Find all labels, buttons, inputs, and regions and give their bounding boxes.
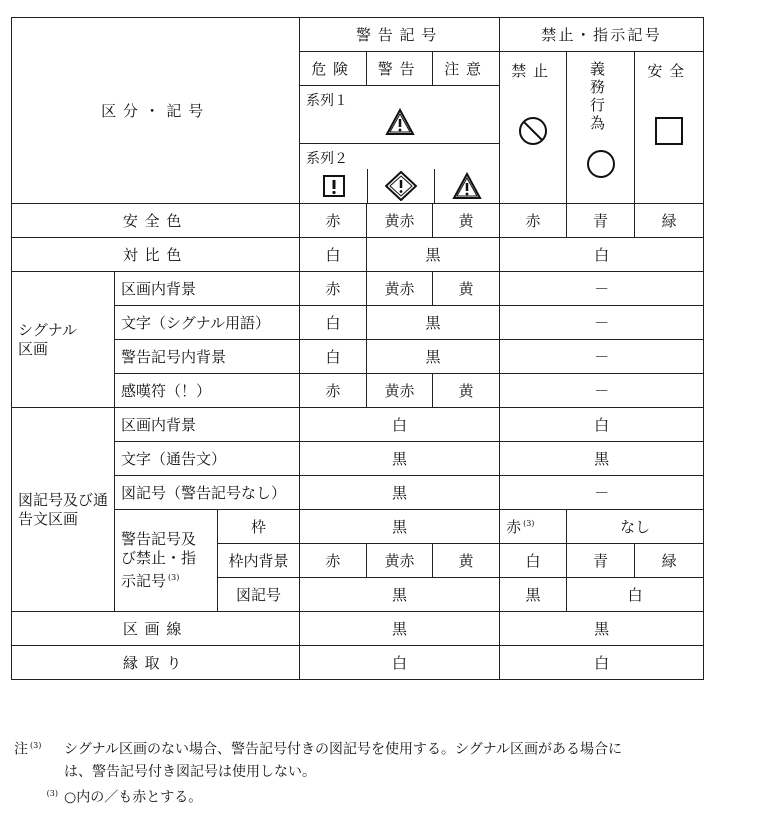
- prohibit-group-header: 禁止・指示記号: [500, 18, 704, 52]
- series2-symbols: [300, 169, 499, 203]
- cell-warning-group: 黒: [300, 442, 500, 476]
- mandatory-symbol: [573, 148, 628, 180]
- cell-prohibit: 白: [500, 544, 567, 578]
- cell-mandatory-safety: 白: [567, 578, 704, 612]
- signal-group-label: シグナル区画: [12, 272, 115, 408]
- safety-symbol: [641, 115, 697, 147]
- pictogram-group-label: 図記号及び通告文区画: [12, 408, 115, 612]
- series2-warning: [368, 169, 435, 203]
- series2-cell: [300, 144, 500, 204]
- cell-mandatory-safety: なし: [567, 510, 704, 544]
- cell-danger: 赤: [300, 204, 367, 238]
- cell-prohibit-group: －: [500, 476, 704, 510]
- cell-caution: 黄: [433, 204, 500, 238]
- pict-bg-row: [12, 408, 704, 442]
- cell-prohibit-group: 白: [500, 408, 704, 442]
- note-ref: (3): [523, 519, 535, 528]
- cell-warning: 黄赤: [367, 204, 433, 238]
- row-label: 図記号（警告記号なし）: [115, 476, 300, 510]
- prohibit-column: [500, 52, 567, 204]
- warning-group-header: 警告記号: [300, 18, 500, 52]
- cell-mandatory: 青: [567, 544, 635, 578]
- cell-prohibit-group: －: [500, 272, 704, 306]
- row-label: 文字（通告文）: [115, 442, 300, 476]
- cell-warning-group: 黒: [300, 476, 500, 510]
- cell-prohibit-group: 白: [500, 646, 704, 680]
- row-label: 区画内背景: [115, 272, 300, 306]
- cell-safety: 緑: [635, 204, 704, 238]
- cell-danger: 赤: [300, 374, 367, 408]
- row-label: 文字（シグナル用語）: [115, 306, 300, 340]
- pict-frame-row: [12, 510, 704, 544]
- signal-text-row: [12, 306, 704, 340]
- safety-color-row: [12, 204, 704, 238]
- warning-triangle-icon: [385, 108, 415, 136]
- row-label: 安全色: [12, 204, 300, 238]
- cell-safety: 緑: [635, 544, 704, 578]
- cell-prohibit-group: －: [500, 306, 704, 340]
- cell-prohibit-group: 白: [500, 238, 704, 272]
- pict-symbol-row: [12, 476, 704, 510]
- row-label: 枠: [218, 510, 300, 544]
- signal-exclam-row: [12, 374, 704, 408]
- row-label: 区画線: [12, 612, 300, 646]
- exclamation-square-icon: [322, 174, 346, 198]
- prohibit-header: 禁止: [511, 62, 555, 80]
- warning-diamond-icon: [385, 171, 417, 201]
- footnotes: [14, 735, 754, 808]
- note-ref: (3): [30, 741, 42, 750]
- footnote-1-line2: は、警告記号付き図記号は使用しない。: [64, 763, 316, 780]
- footnote-2: [14, 783, 754, 809]
- footnote-1-line1: シグナル区画のない場合、警告記号付きの図記号を使用する。シグナル区画がある場合に: [64, 741, 623, 758]
- prohibition-icon: [517, 115, 549, 147]
- prohibition-symbol: [506, 115, 560, 147]
- row-label: 図記号: [218, 578, 300, 612]
- row-label: 対比色: [12, 238, 300, 272]
- sub-group-label: 警告記号及び禁止・指示記号 $^{(3)}$: [115, 510, 218, 612]
- series1-cell: [300, 86, 500, 144]
- cell-warning: 黄赤: [367, 544, 433, 578]
- cell-caution: 黄: [433, 374, 500, 408]
- pict-text-row: [12, 442, 704, 476]
- series2-label: 系列２: [306, 151, 349, 167]
- row-label: 縁取り: [12, 646, 300, 680]
- note-ref: (3): [46, 788, 58, 798]
- series1-label: 系列１: [306, 93, 349, 109]
- cell-danger: 赤: [300, 544, 367, 578]
- row-label: 枠内背景: [218, 544, 300, 578]
- cell-prohibit: 赤: [500, 204, 567, 238]
- footnote-2-text: ○内の／も赤とする。: [64, 789, 203, 806]
- note-ref: (3): [168, 573, 180, 582]
- cell-prohibit: 黒: [500, 578, 567, 612]
- row-label: 警告記号内背景: [115, 340, 300, 374]
- cell-prohibit-group: 黒: [500, 612, 704, 646]
- contrast-color-row: [12, 238, 704, 272]
- safety-header: 安全: [647, 62, 691, 80]
- cell-warning-group: 白: [300, 646, 500, 680]
- mandatory-column: [567, 52, 635, 204]
- row-label: 感嘆符（！）: [115, 374, 300, 408]
- cell-warn-caution: 黒: [367, 306, 500, 340]
- series1-symbol: [306, 108, 493, 136]
- cell-warning-group: 黒: [300, 612, 500, 646]
- circle-icon: [585, 148, 617, 180]
- cell-warning: 黄赤: [367, 272, 433, 306]
- series2-danger: [300, 169, 368, 203]
- cell-danger: 白: [300, 306, 367, 340]
- cell-prohibit-group: －: [500, 340, 704, 374]
- cell-warning-group: 黒: [300, 578, 500, 612]
- cell-caution: 黄: [433, 544, 500, 578]
- border-row: [12, 646, 704, 680]
- mandatory-header: 義務行為: [590, 60, 612, 132]
- cell-prohibit-group: 黒: [500, 442, 704, 476]
- cell-warning-group: 黒: [300, 510, 500, 544]
- cell-warning: 黄赤: [367, 374, 433, 408]
- series2-caution: [435, 169, 499, 203]
- warning-header: 警告: [367, 52, 433, 86]
- category-header: 区分・記号: [12, 18, 300, 204]
- cell-prohibit: 赤 $^{(3)}$: [500, 510, 567, 544]
- color-spec-table: [11, 17, 704, 680]
- caution-header: 注意: [433, 52, 500, 86]
- signal-sym-bg-row: [12, 340, 704, 374]
- cell-warning-group: 白: [300, 408, 500, 442]
- safety-column: [635, 52, 704, 204]
- note-prefix: 注: [14, 741, 28, 758]
- cell-caution: 黄: [433, 272, 500, 306]
- cell-danger: 赤: [300, 272, 367, 306]
- danger-header: 危険: [300, 52, 367, 86]
- cell-warn-caution: 黒: [367, 340, 500, 374]
- square-icon: [653, 115, 685, 147]
- footnote-1: [14, 735, 754, 761]
- cell-prohibit-group: －: [500, 374, 704, 408]
- caution-triangle-icon: [452, 172, 482, 200]
- row-label: 区画内背景: [115, 408, 300, 442]
- cell-warn-caution: 黒: [367, 238, 500, 272]
- cell-danger: 白: [300, 238, 367, 272]
- cell-mandatory: 青: [567, 204, 635, 238]
- cell-danger: 白: [300, 340, 367, 374]
- signal-bg-row: [12, 272, 704, 306]
- divider-line-row: [12, 612, 704, 646]
